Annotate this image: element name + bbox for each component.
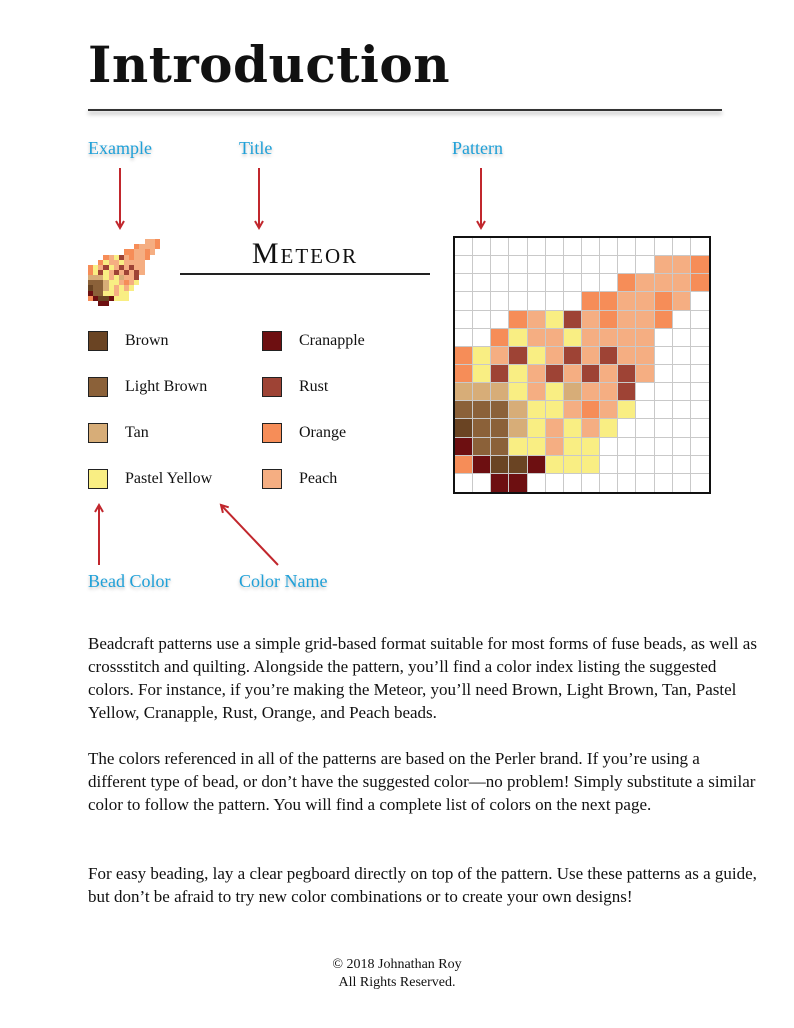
pattern-cell bbox=[673, 419, 691, 437]
pattern-cell bbox=[546, 347, 564, 365]
pattern-cell bbox=[455, 365, 473, 383]
pattern-cell bbox=[473, 238, 491, 256]
pattern-cell bbox=[582, 311, 600, 329]
pattern-cell bbox=[473, 401, 491, 419]
pattern-cell bbox=[473, 329, 491, 347]
pattern-cell bbox=[564, 329, 582, 347]
pattern-cell bbox=[636, 311, 654, 329]
pattern-cell bbox=[564, 456, 582, 474]
pattern-cell bbox=[618, 256, 636, 274]
pattern-cell bbox=[600, 438, 618, 456]
callout-example: Example bbox=[88, 138, 152, 158]
pattern-cell bbox=[546, 383, 564, 401]
pattern-cell bbox=[691, 347, 709, 365]
pattern-cell bbox=[655, 256, 673, 274]
pattern-cell bbox=[528, 347, 546, 365]
pattern-cell bbox=[582, 401, 600, 419]
pattern-cell bbox=[546, 401, 564, 419]
pattern-cell bbox=[455, 438, 473, 456]
page-title: Introduction bbox=[88, 35, 451, 94]
pattern-cell bbox=[691, 401, 709, 419]
pattern-cell bbox=[455, 274, 473, 292]
pattern-cell bbox=[509, 438, 527, 456]
pattern-cell bbox=[691, 256, 709, 274]
pattern-cell bbox=[655, 274, 673, 292]
pattern-cell bbox=[582, 292, 600, 310]
pattern-cell bbox=[455, 419, 473, 437]
pattern-cell bbox=[564, 438, 582, 456]
pattern-cell bbox=[491, 365, 509, 383]
pattern-cell bbox=[455, 456, 473, 474]
pattern-cell bbox=[691, 292, 709, 310]
pattern-cell bbox=[600, 347, 618, 365]
pattern-cell bbox=[636, 419, 654, 437]
color-name: Light Brown bbox=[125, 378, 208, 395]
pattern-cell bbox=[473, 474, 491, 492]
pattern-cell bbox=[636, 274, 654, 292]
pattern-cell bbox=[691, 419, 709, 437]
pattern-cell bbox=[473, 311, 491, 329]
pattern-cell bbox=[528, 401, 546, 419]
pattern-cell bbox=[673, 329, 691, 347]
pattern-cell bbox=[636, 347, 654, 365]
pattern-cell bbox=[528, 474, 546, 492]
pattern-cell bbox=[673, 256, 691, 274]
pattern-cell bbox=[491, 311, 509, 329]
pattern-cell bbox=[636, 365, 654, 383]
pattern-cell bbox=[564, 274, 582, 292]
bead-color-swatch bbox=[262, 331, 282, 351]
pattern-cell bbox=[636, 238, 654, 256]
pattern-cell bbox=[691, 311, 709, 329]
pattern-cell bbox=[636, 401, 654, 419]
pattern-cell bbox=[509, 383, 527, 401]
pattern-cell bbox=[582, 347, 600, 365]
pattern-cell bbox=[473, 365, 491, 383]
pattern-cell bbox=[473, 274, 491, 292]
pattern-cell bbox=[582, 419, 600, 437]
pattern-cell bbox=[600, 419, 618, 437]
pattern-cell bbox=[691, 438, 709, 456]
pattern-cell bbox=[491, 383, 509, 401]
pattern-cell bbox=[691, 274, 709, 292]
pattern-cell bbox=[546, 474, 564, 492]
pattern-cell bbox=[455, 401, 473, 419]
pattern-cell bbox=[528, 456, 546, 474]
pattern-cell bbox=[618, 238, 636, 256]
pattern-cell bbox=[582, 474, 600, 492]
pattern-cell bbox=[491, 347, 509, 365]
pattern-cell bbox=[618, 419, 636, 437]
pattern-cell bbox=[673, 365, 691, 383]
pattern-cell bbox=[582, 456, 600, 474]
pattern-cell bbox=[655, 329, 673, 347]
pattern-cell bbox=[655, 419, 673, 437]
pattern-cell bbox=[528, 329, 546, 347]
color-name: Peach bbox=[299, 470, 338, 487]
pattern-cell bbox=[473, 456, 491, 474]
pattern-cell bbox=[582, 274, 600, 292]
pattern-cell bbox=[582, 329, 600, 347]
pattern-cell bbox=[509, 365, 527, 383]
pattern-cell bbox=[600, 274, 618, 292]
pattern-cell bbox=[546, 329, 564, 347]
pattern-cell bbox=[636, 438, 654, 456]
pattern-cell bbox=[636, 383, 654, 401]
bead-color-swatch bbox=[88, 423, 108, 443]
pattern-cell bbox=[473, 383, 491, 401]
pattern-cell bbox=[600, 329, 618, 347]
callout-bead-color: Bead Color bbox=[88, 571, 171, 591]
pattern-cell bbox=[655, 311, 673, 329]
pattern-cell bbox=[655, 292, 673, 310]
pattern-cell bbox=[564, 311, 582, 329]
pattern-cell bbox=[600, 256, 618, 274]
pattern-cell bbox=[564, 401, 582, 419]
example-preview bbox=[88, 234, 160, 306]
pattern-cell bbox=[655, 474, 673, 492]
pattern-cell bbox=[582, 238, 600, 256]
pattern-cell bbox=[618, 311, 636, 329]
pattern-cell bbox=[673, 311, 691, 329]
pattern-cell bbox=[582, 383, 600, 401]
pattern-cell bbox=[528, 238, 546, 256]
pattern-cell bbox=[673, 456, 691, 474]
pattern-cell bbox=[691, 365, 709, 383]
pattern-cell bbox=[509, 456, 527, 474]
pattern-cell bbox=[509, 347, 527, 365]
pattern-cell bbox=[564, 383, 582, 401]
pattern-cell bbox=[600, 383, 618, 401]
arrow-color-name bbox=[221, 505, 278, 565]
pattern-cell bbox=[491, 456, 509, 474]
pattern-cell bbox=[673, 292, 691, 310]
pattern-cell bbox=[491, 238, 509, 256]
pattern-cell bbox=[655, 347, 673, 365]
pattern-cell bbox=[491, 401, 509, 419]
pattern-cell bbox=[618, 383, 636, 401]
pattern-cell bbox=[528, 365, 546, 383]
pattern-cell bbox=[655, 238, 673, 256]
pattern-cell bbox=[600, 311, 618, 329]
pattern-cell bbox=[455, 347, 473, 365]
pattern-cell bbox=[528, 274, 546, 292]
pattern-cell bbox=[491, 438, 509, 456]
pattern-cell bbox=[509, 238, 527, 256]
pattern-cell bbox=[618, 401, 636, 419]
callout-title: Title bbox=[239, 138, 273, 158]
color-name: Tan bbox=[125, 424, 149, 441]
pattern-cell bbox=[528, 292, 546, 310]
pattern-cell bbox=[691, 474, 709, 492]
bead-color-swatch bbox=[262, 423, 282, 443]
intro-paragraph-3: For easy beading, lay a clear pegboard directly on top of the pattern. Use these patterns as a guide, but don’t be afraid to try new color combinations or to create your own designs! bbox=[88, 864, 757, 906]
pattern-cell bbox=[636, 474, 654, 492]
color-name: Pastel Yellow bbox=[125, 470, 213, 487]
pattern-cell bbox=[618, 329, 636, 347]
pattern-cell bbox=[600, 474, 618, 492]
pattern-cell bbox=[509, 311, 527, 329]
pattern-cell bbox=[655, 456, 673, 474]
pattern-cell bbox=[546, 438, 564, 456]
pattern-cell bbox=[509, 274, 527, 292]
callout-pattern: Pattern bbox=[452, 138, 503, 158]
design-title-underline bbox=[180, 273, 430, 275]
pattern-cell bbox=[455, 238, 473, 256]
pattern-cell bbox=[455, 474, 473, 492]
pattern-cell bbox=[491, 474, 509, 492]
pattern-cell bbox=[564, 365, 582, 383]
footer-copyright: © 2018 Johnathan Roy bbox=[332, 957, 462, 972]
bead-color-swatch bbox=[88, 377, 108, 397]
pattern-cell bbox=[473, 256, 491, 274]
pattern-cell bbox=[546, 238, 564, 256]
bead-color-swatch bbox=[262, 469, 282, 489]
pattern-cell bbox=[618, 274, 636, 292]
pattern-cell bbox=[600, 292, 618, 310]
pattern-cell bbox=[509, 292, 527, 310]
pattern-cell bbox=[491, 292, 509, 310]
pattern-cell bbox=[455, 292, 473, 310]
footer-rights: All Rights Reserved. bbox=[338, 975, 456, 990]
pattern-cell bbox=[673, 347, 691, 365]
color-name: Orange bbox=[299, 424, 347, 441]
pattern-cell bbox=[546, 419, 564, 437]
pattern-cell bbox=[528, 438, 546, 456]
pattern-cell bbox=[691, 383, 709, 401]
pattern-cell bbox=[564, 474, 582, 492]
pattern-cell bbox=[455, 311, 473, 329]
pattern-cell bbox=[564, 419, 582, 437]
pattern-cell bbox=[673, 401, 691, 419]
pattern-cell bbox=[473, 438, 491, 456]
pattern-cell bbox=[618, 438, 636, 456]
pattern-cell bbox=[655, 401, 673, 419]
bead-color-swatch bbox=[262, 377, 282, 397]
color-name: Cranapple bbox=[299, 332, 365, 349]
pattern-cell bbox=[673, 438, 691, 456]
pattern-cell bbox=[600, 401, 618, 419]
pattern-cell bbox=[473, 347, 491, 365]
pattern-cell bbox=[509, 474, 527, 492]
pattern-cell bbox=[655, 365, 673, 383]
pattern-cell bbox=[546, 456, 564, 474]
pattern-cell bbox=[509, 329, 527, 347]
pattern-cell bbox=[528, 383, 546, 401]
pattern-cell bbox=[636, 292, 654, 310]
pattern-cell bbox=[509, 401, 527, 419]
pattern-cell bbox=[618, 474, 636, 492]
pattern-cell bbox=[600, 238, 618, 256]
pattern-cell bbox=[655, 383, 673, 401]
pattern-grid bbox=[453, 236, 711, 494]
pattern-cell bbox=[455, 383, 473, 401]
pattern-cell bbox=[582, 256, 600, 274]
pattern-cell bbox=[582, 438, 600, 456]
pattern-cell bbox=[618, 292, 636, 310]
bead-color-swatch bbox=[88, 331, 108, 351]
pattern-cell bbox=[546, 365, 564, 383]
pattern-cell bbox=[655, 438, 673, 456]
pattern-cell bbox=[636, 256, 654, 274]
pattern-cell bbox=[491, 274, 509, 292]
pattern-cell bbox=[618, 347, 636, 365]
pattern-cell bbox=[673, 474, 691, 492]
pattern-cell bbox=[636, 329, 654, 347]
bead-color-swatch bbox=[88, 469, 108, 489]
pattern-cell bbox=[673, 274, 691, 292]
pattern-cell bbox=[691, 329, 709, 347]
pattern-cell bbox=[564, 347, 582, 365]
pattern-cell bbox=[509, 419, 527, 437]
pattern-cell bbox=[618, 456, 636, 474]
pattern-cell bbox=[491, 329, 509, 347]
pattern-cell bbox=[546, 311, 564, 329]
pattern-cell bbox=[600, 456, 618, 474]
pattern-cell bbox=[691, 456, 709, 474]
pattern-cell bbox=[491, 419, 509, 437]
pattern-cell bbox=[546, 274, 564, 292]
intro-paragraph-2: The colors referenced in all of the patterns are based on the Perler brand. If you’re using a different type of bead, or don’t have the suggested color—no problem! Simply substitute a similar color to follow the pattern. You will find a complete list of colors on the next page. bbox=[88, 749, 756, 814]
pattern-cell bbox=[618, 365, 636, 383]
pattern-cell bbox=[473, 292, 491, 310]
pattern-cell bbox=[564, 292, 582, 310]
pattern-cell bbox=[636, 456, 654, 474]
pattern-cell bbox=[509, 256, 527, 274]
pattern-cell bbox=[528, 256, 546, 274]
pattern-cell bbox=[546, 256, 564, 274]
pattern-cell bbox=[564, 256, 582, 274]
pattern-cell bbox=[455, 256, 473, 274]
pattern-cell bbox=[528, 419, 546, 437]
pattern-cell bbox=[546, 292, 564, 310]
color-name: Brown bbox=[125, 332, 169, 349]
pattern-cell bbox=[673, 238, 691, 256]
design-title: Meteor bbox=[251, 237, 359, 270]
pattern-cell bbox=[673, 383, 691, 401]
pattern-cell bbox=[600, 365, 618, 383]
pattern-cell bbox=[528, 311, 546, 329]
callout-color-name: Color Name bbox=[239, 571, 328, 591]
intro-paragraph-1: Beadcraft patterns use a simple grid-based format suitable for most forms of fuse beads, as well as crossstitch and quilting. Alongside the pattern, you’ll find a color index listing the suggested colors. For instance, if you’re making the Meteor, you’ll need Brown, Light Brown, Tan, Pastel Yellow, Cranapple, Rust, Orange, and Peach beads. bbox=[88, 634, 757, 722]
pattern-cell bbox=[582, 365, 600, 383]
pattern-cell bbox=[691, 238, 709, 256]
pattern-cell bbox=[491, 256, 509, 274]
pattern-cell bbox=[455, 329, 473, 347]
color-name: Rust bbox=[299, 378, 329, 395]
example-pixel bbox=[155, 301, 160, 306]
pattern-cell bbox=[564, 238, 582, 256]
pattern-cell bbox=[473, 419, 491, 437]
